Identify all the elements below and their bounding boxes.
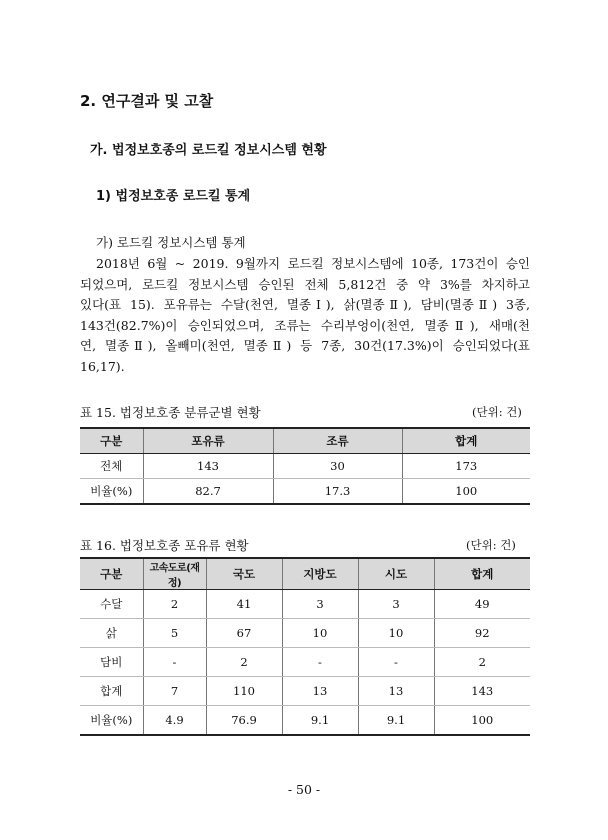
table-cell: 92 bbox=[434, 619, 530, 648]
table15-unit: (단위: 건) bbox=[472, 405, 522, 419]
table-cell: 7 bbox=[143, 677, 206, 706]
table-cell: 100 bbox=[434, 706, 530, 736]
table-row bbox=[80, 706, 530, 736]
table-cell: 110 bbox=[206, 677, 282, 706]
table-cell: 비율(%) bbox=[80, 479, 143, 505]
table-cell: 합계 bbox=[80, 677, 143, 706]
table-cell: - bbox=[282, 648, 358, 677]
table-row bbox=[80, 619, 530, 648]
table-cell: - bbox=[358, 648, 434, 677]
table16-unit: (단위: 건) bbox=[466, 538, 516, 552]
table-cell: 82.7 bbox=[143, 479, 273, 505]
table-cell: 173 bbox=[402, 454, 530, 479]
table-cell: 비율(%) bbox=[80, 706, 143, 736]
table-row bbox=[80, 648, 530, 677]
table16 bbox=[80, 557, 530, 736]
subsection-heading: 가. 법정보호종의 로드킬 정보시스템 현황 bbox=[90, 143, 327, 158]
table-cell: 3 bbox=[358, 590, 434, 619]
table-cell: 3 bbox=[282, 590, 358, 619]
paragraph-line: 16,17). bbox=[80, 358, 125, 374]
page-number: - 50 - bbox=[287, 782, 321, 797]
paragraph-heading: 가) 로드킬 정보시스템 통계 bbox=[96, 235, 246, 250]
table-cell: 2 bbox=[434, 648, 530, 677]
table-row bbox=[80, 590, 530, 619]
table-row bbox=[80, 677, 530, 706]
paragraph-line: 2018년 6월 ~ 2019. 9월까지 로드킬 정보시스템에 10종, 173건이 승인 bbox=[96, 256, 530, 271]
column-header: 조류 bbox=[273, 428, 402, 454]
table-header-row bbox=[80, 428, 530, 454]
table-cell: 전체 bbox=[80, 454, 143, 479]
table-cell: 4.9 bbox=[143, 706, 206, 736]
table-cell: 143 bbox=[143, 454, 273, 479]
table-cell: 13 bbox=[282, 677, 358, 706]
table-row bbox=[80, 479, 530, 505]
table-cell: 41 bbox=[206, 590, 282, 619]
column-header: 시도 bbox=[358, 558, 434, 590]
table-cell: 49 bbox=[434, 590, 530, 619]
table-cell: 143 bbox=[434, 677, 530, 706]
table-cell: 담비 bbox=[80, 648, 143, 677]
column-header: 합계 bbox=[402, 428, 530, 454]
paragraph-line: 되었으며, 로드킬 정보시스템 승인된 전체 5,812건 중 약 3%를 차지하고 bbox=[80, 276, 530, 292]
paragraph-line: 연, 멸종Ⅱ), 올빼미(천연, 멸종Ⅱ) 등 7종, 30건(17.3%)이 승인되었다(표 bbox=[80, 338, 530, 353]
column-header: 구분 bbox=[80, 428, 143, 454]
table-cell: 9.1 bbox=[282, 706, 358, 736]
table-cell: 30 bbox=[273, 454, 402, 479]
table-cell: 76.9 bbox=[206, 706, 282, 736]
paragraph-line: 143건(82.7%)이 승인되었으며, 조류는 수리부엉이(천연, 멸종Ⅱ), 새매(천 bbox=[80, 317, 530, 333]
table-cell: 2 bbox=[143, 590, 206, 619]
column-header: 지방도 bbox=[282, 558, 358, 590]
table15-caption: 표 15. 법정보호종 분류군별 현황 bbox=[80, 405, 261, 420]
table-cell: 삵 bbox=[80, 619, 143, 648]
column-header: 국도 bbox=[206, 558, 282, 590]
paragraph-line: 있다(표 15). 포유류는 수달(천연, 멸종Ⅰ), 삵(멸종Ⅱ), 담비(멸종Ⅱ) 3종, bbox=[80, 297, 530, 312]
column-header: 고속도로(재정) bbox=[143, 558, 206, 590]
table-cell: 10 bbox=[358, 619, 434, 648]
table-cell: 10 bbox=[282, 619, 358, 648]
table-row bbox=[80, 454, 530, 479]
table-cell: 9.1 bbox=[358, 706, 434, 736]
subsubsection-heading: 1) 법정보호종 로드킬 통계 bbox=[96, 189, 251, 204]
body-paragraph bbox=[80, 254, 530, 377]
table-cell: - bbox=[143, 648, 206, 677]
table-cell: 13 bbox=[358, 677, 434, 706]
table-cell: 17.3 bbox=[273, 479, 402, 505]
table-cell: 2 bbox=[206, 648, 282, 677]
table15 bbox=[80, 427, 530, 505]
table-cell: 5 bbox=[143, 619, 206, 648]
table-header-row bbox=[80, 558, 530, 590]
table-cell: 67 bbox=[206, 619, 282, 648]
column-header: 합계 bbox=[434, 558, 530, 590]
table16-caption: 표 16. 법정보호종 포유류 현황 bbox=[80, 538, 249, 553]
table-cell: 100 bbox=[402, 479, 530, 505]
section-heading: 2. 연구결과 및 고찰 bbox=[80, 92, 214, 110]
table-cell: 수달 bbox=[80, 590, 143, 619]
column-header: 포유류 bbox=[143, 428, 273, 454]
column-header: 구분 bbox=[80, 558, 143, 590]
